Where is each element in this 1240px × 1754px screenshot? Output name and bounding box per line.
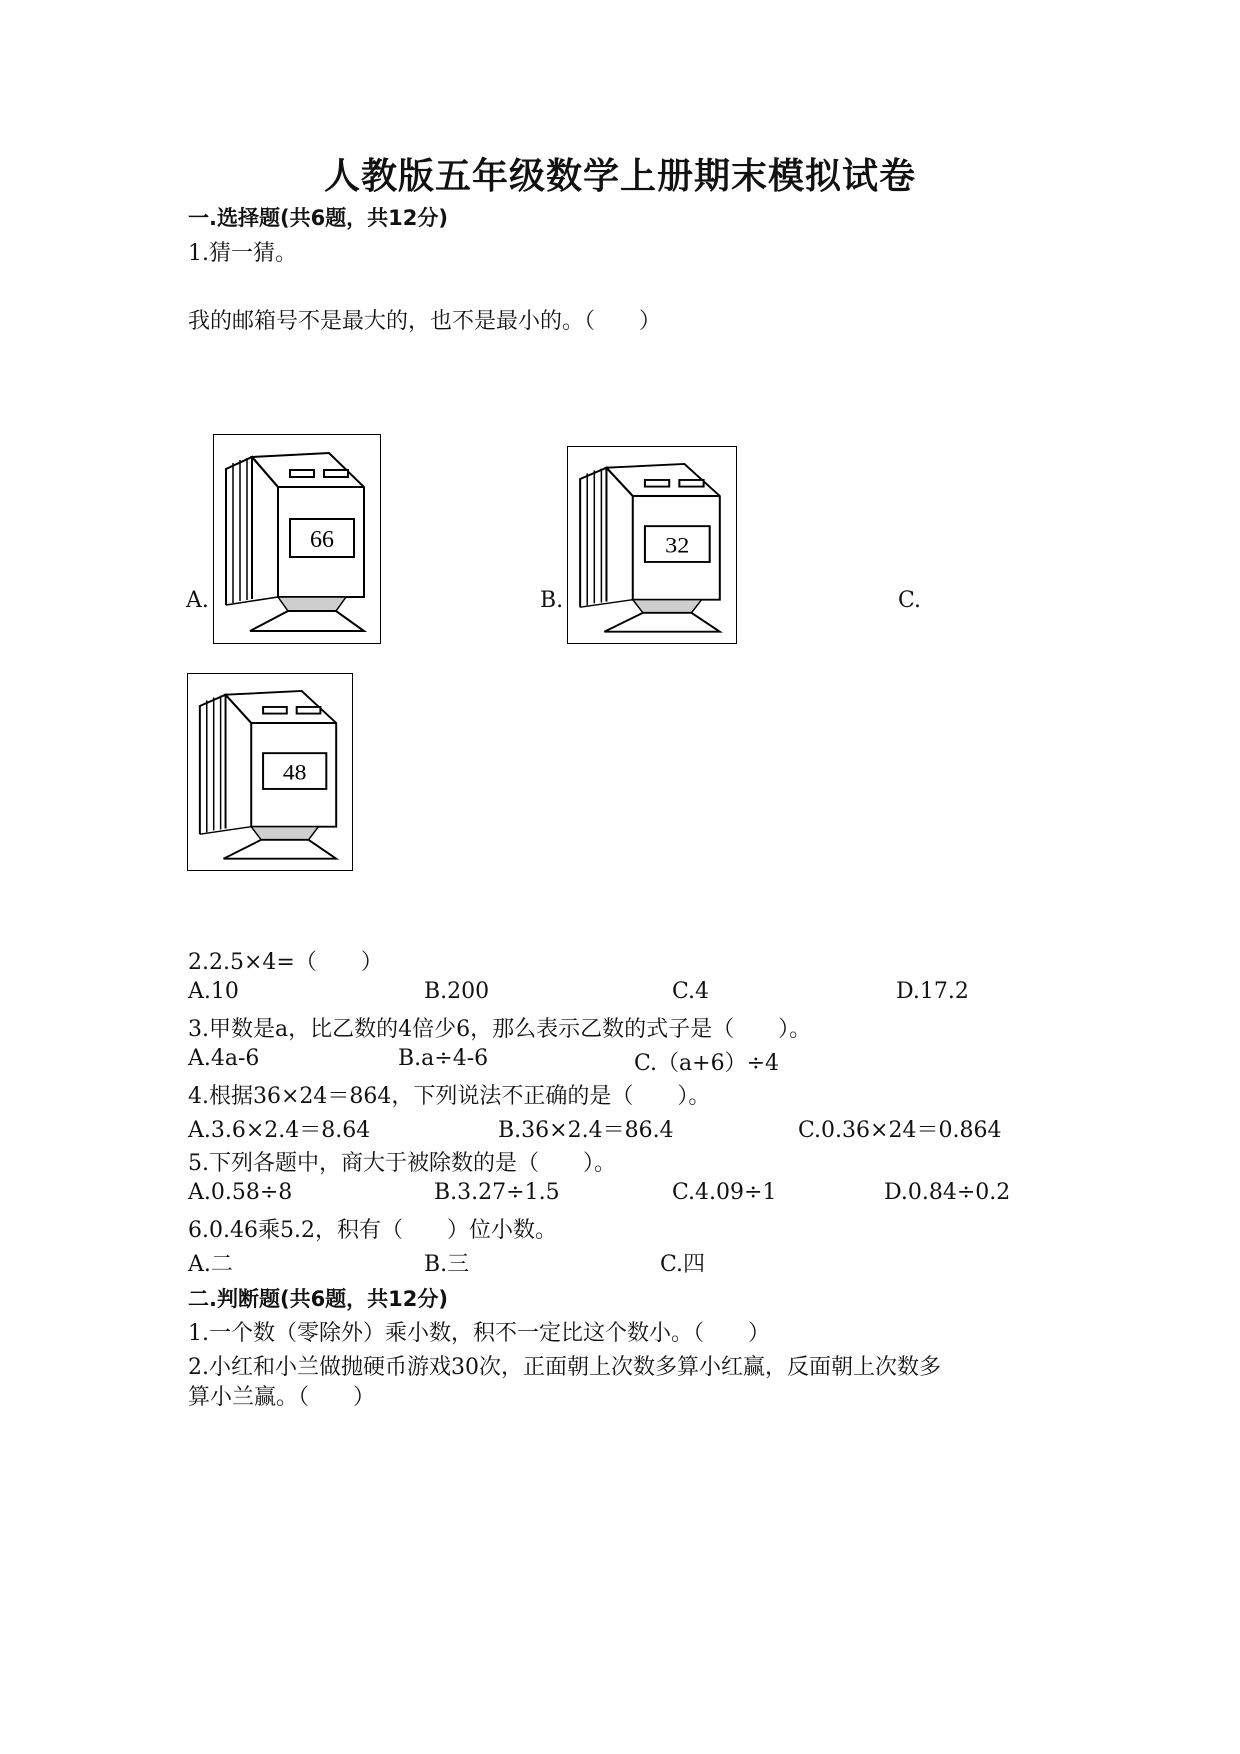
q1-option-b-label: B. [540,588,564,613]
q5-option-c: C.4.09÷1 [672,1180,777,1205]
mailbox-c-image [187,673,353,871]
q4-option-c: C.0.36×24＝0.864 [798,1118,1002,1143]
mailbox-icon [188,674,352,870]
mailbox-a-image [213,434,381,644]
q5-option-d: D.0.84÷0.2 [884,1180,1011,1205]
mailbox-b-image [567,446,737,644]
q4-stem: 4.根据36×24＝864，下列说法不正确的是（ ）。 [188,1084,711,1109]
q3-option-a: A.4a-6 [188,1046,260,1071]
q2-option-c: C.4 [672,979,710,1004]
q1-option-c-label: C. [898,588,922,613]
q4-option-a: A.3.6×2.4＝8.64 [188,1118,371,1143]
q2-option-a: A.10 [188,979,239,1004]
q4-option-b: B.36×2.4＝86.4 [498,1118,674,1143]
q1-number: 1.猜一猜。 [188,241,297,266]
mailbox-a-number: 66 [310,527,334,553]
q6-option-b: B.三 [424,1252,470,1277]
page-title: 人教版五年级数学上册期末模拟试卷 [323,155,916,197]
q2-option-b: B.200 [424,979,490,1004]
q5-stem: 5.下列各题中，商大于被除数的是（ ）。 [188,1151,616,1176]
q3-option-c: C.（a+6）÷4 [634,1051,780,1076]
q2-option-d: D.17.2 [896,979,969,1004]
q5-option-b: B.3.27÷1.5 [434,1180,560,1205]
q6-option-c: C.四 [660,1252,706,1277]
section-1-heading: 一.选择题(共6题，共12分) [188,206,449,230]
q6-stem: 6.0.46乘5.2，积有（ ）位小数。 [188,1218,557,1243]
judge-q2-line2: 算小兰赢。（ ） [188,1385,376,1410]
q5-option-a: A.0.58÷8 [188,1180,293,1205]
q1-option-a-label: A. [186,588,209,613]
judge-q1: 1.一个数（零除外）乘小数，积不一定比这个数小。（ ） [188,1321,770,1346]
q3-stem: 3.甲数是a，比乙数的4倍少6，那么表示乙数的式子是（ ）。 [188,1017,812,1042]
judge-q2-line1: 2.小红和小兰做抛硬币游戏30次，正面朝上次数多算小红赢，反面朝上次数多 [188,1355,941,1380]
q6-option-a: A.二 [188,1252,233,1277]
q1-stem: 我的邮箱号不是最大的，也不是最小的。（ ） [188,309,662,334]
section-2-heading: 二.判断题(共6题，共12分) [188,1287,449,1311]
mailbox-icon [568,447,736,643]
q3-option-b: B.a÷4-6 [398,1046,489,1071]
q2-stem: 2.2.5×4=（ ） [188,950,383,975]
mailbox-icon [214,435,380,643]
mailbox-c-number: 48 [282,760,307,786]
mailbox-b-number: 32 [665,533,690,559]
